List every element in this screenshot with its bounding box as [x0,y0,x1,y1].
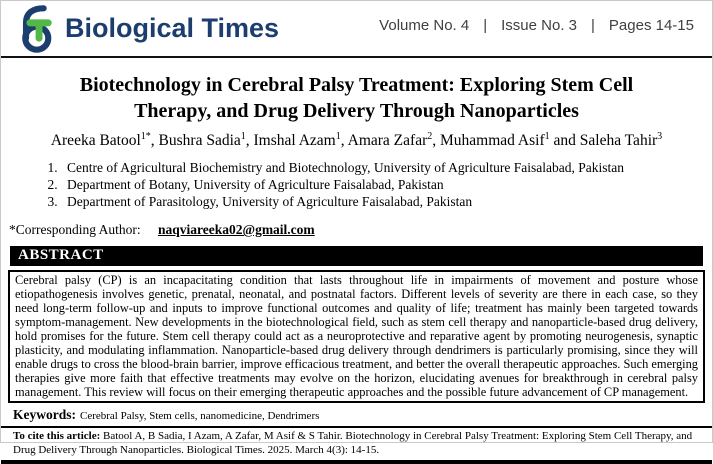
author-name: Amara Zafar$^2$ [347,131,433,150]
citation-label: To cite this article: [13,430,101,443]
author-name: Imshal Azam$^1$ [253,131,341,150]
journal-header [1,1,712,58]
abstract-text-box [8,270,705,403]
article-title-line1: Biotechnology in Cerebral Palsy Treatment: Exploring Stem Cell [79,74,634,96]
volume-label: Volume No. 4 [379,17,470,34]
pages-label: Pages 14-15 [608,17,694,34]
journal-brand [13,4,279,54]
affiliation-item: 1. Centre of Agricultural Biochemistry and Biotechnology, University of Agriculture Faisalabad, Pakistan [61,159,712,176]
article-title-line2: Therapy, and Drug Delivery Through Nanoparticles [134,100,579,122]
citation-text: Batool A, B Sadia, I Azam, A Zafar, M Asif & S Tahir. Biotechnology in Cerebral Palsy Treatment: Exploring Stem Cell Therapy, and Drug Delivery Through Nanoparticles. Biological Times. 2025. March 4(3): 14-15. [13,430,693,456]
author-name: Muhammad Asif$^1$ [440,131,550,150]
keywords-label: Keywords: [13,407,76,423]
affiliations-list [61,159,712,210]
abstract-heading-bar [10,246,703,266]
corresponding-author-email-link[interactable]: naqviareeka02@gmail.com [158,222,315,238]
article-title [1,72,712,124]
abstract-text: Cerebral palsy (CP) is an incapacitating condition that lasts throughout life in impairments of movement and posture whose etiopathogenesis involves genetic, prenatal, neonatal, and postnatal factors. Different levels of severity are there in each case, so they need long-term follow-up and inputs to improve functional outcomes and quality of life; treatment has mainly been targeted towards symptom-management. New developments in the biotechnological field, such as stem cell therapy and nanoparticle-based drug delivery, hold promises for the future. Stem cell therapy could act as a neuroprotective and reparative agent by promoting neurogenesis, synaptic plasticity, and modulating inflammation. Nanoparticle-based drug delivery through dendrimers is particularly promising, since they will enable drugs to cross the blood-brain barrier, improve efficacious treatment, and better the overall therapeutic approaches. Such emerging therapies give more faith that effective treatments may evolve on the horizon, elucidating avenues for breakthrough in cerebral palsy management. This review will focus on their emerging therapeutic approaches and the possible future advancement of CP management. [15,273,698,400]
corresponding-author-line [9,222,712,238]
journal-name: Biological Times [65,13,280,43]
meta-separator: | [483,17,488,34]
author-name: Bushra Sadia$^1$ [158,131,246,150]
corresponding-author-label: *Corresponding Author: [9,222,141,238]
biological-times-logo-icon [13,4,59,54]
affiliation-item: 3. Department of Parasitology, University of Agriculture Faisalabad, Pakistan [61,193,712,210]
author-name: Areeka Batool$^{1*}$ [50,131,151,150]
issue-label: Issue No. 3 [501,17,578,34]
keywords-value: Cerebral Palsy, Stem cells, nanomedicine, Dendrimers [80,410,320,423]
citation-block [1,428,712,464]
affiliation-item: 2. Department of Botany, University of Agriculture Faisalabad, Pakistan [61,176,712,193]
authors-line: Areeka Batool$^{1*}$, Bushra Sadia$^1$, Imshal Azam$^1$, Amara Zafar$^2$, Muhammad Asif$^1$ and Saleha Tahir$^3$ [50,131,663,150]
issue-meta [379,17,694,34]
author-name: Saleha Tahir$^3$ [579,131,663,150]
keywords-row [1,405,712,428]
meta-separator: | [591,17,595,34]
abstract-heading: ABSTRACT [18,247,104,264]
